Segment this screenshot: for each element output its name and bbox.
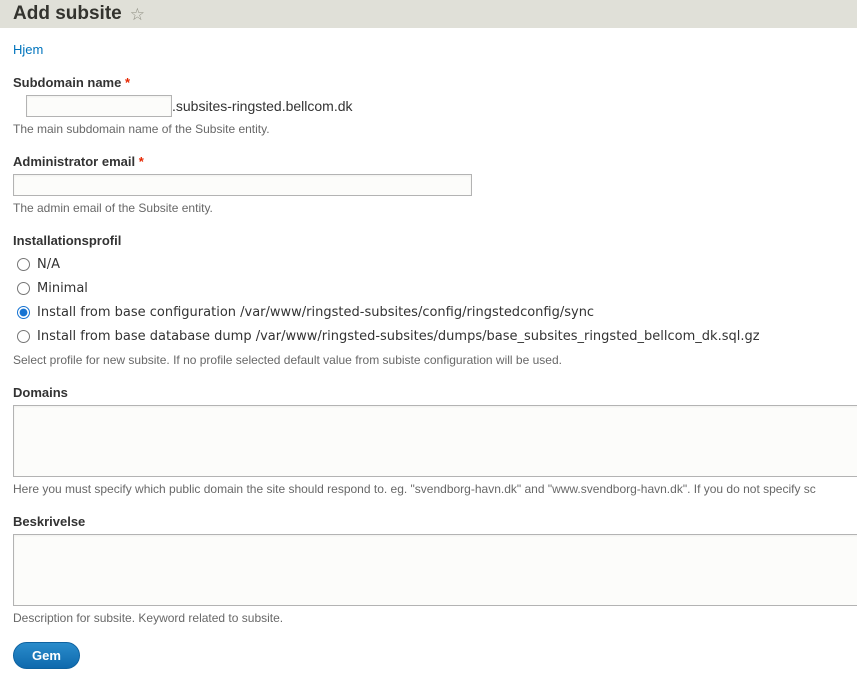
subdomain-label-text: Subdomain name: [13, 75, 122, 90]
save-button[interactable]: Gem: [13, 642, 80, 669]
radio-label-base-database-dump: Install from base database dump /var/www/ringsted-subsites/dumps/base_subsites_ringsted_bellcom_dk.sql.gz: [37, 328, 760, 344]
favorite-star-icon[interactable]: ☆: [129, 4, 145, 24]
beskrivelse-field: [13, 514, 857, 625]
radio-input-base-configuration[interactable]: [17, 306, 30, 319]
install-profile-field: [13, 233, 857, 367]
breadcrumb-home-link[interactable]: Hjem: [13, 42, 44, 57]
domains-field: [13, 385, 857, 496]
page-header: [0, 0, 857, 28]
subdomain-input[interactable]: [26, 95, 172, 117]
radio-option-base-database-dump[interactable]: [13, 329, 857, 343]
radio-input-na[interactable]: [17, 258, 30, 271]
admin-email-description: The admin email of the Subsite entity.: [13, 201, 213, 215]
subdomain-row: [13, 95, 857, 117]
domains-textarea[interactable]: [13, 405, 857, 477]
radio-option-minimal[interactable]: [13, 281, 857, 295]
page-title: Add subsite: [13, 3, 122, 24]
admin-email-label: [13, 154, 857, 169]
radio-label-minimal: Minimal: [37, 280, 88, 296]
radio-label-base-configuration: Install from base configuration /var/www/ringsted-subsites/config/ringstedconfig/sync: [37, 304, 595, 320]
admin-email-label-text: Administrator email: [13, 154, 136, 169]
domains-description: Here you must specify which public domain the site should respond to. eg. "svendborg-havn.dk" and "www.svendborg-havn.dk". If you do not specify sc: [13, 482, 816, 496]
beskrivelse-description: Description for subsite. Keyword related to subsite.: [13, 611, 284, 625]
subdomain-suffix: .subsites-ringsted.bellcom.dk: [172, 98, 353, 114]
breadcrumb: [13, 42, 857, 57]
radio-input-base-database-dump[interactable]: [17, 330, 30, 343]
install-profile-label: Installationsprofil: [13, 233, 122, 248]
install-profile-description: Select profile for new subsite. If no profile selected default value from subiste configuration will be used.: [13, 353, 562, 367]
install-profile-options: [13, 257, 857, 343]
beskrivelse-textarea[interactable]: [13, 534, 857, 606]
radio-option-na[interactable]: [13, 257, 857, 271]
domains-label: Domains: [13, 385, 68, 400]
admin-email-field: [13, 154, 857, 215]
required-marker: *: [138, 154, 144, 169]
subdomain-description: The main subdomain name of the Subsite entity.: [13, 122, 270, 136]
subdomain-field: [13, 75, 857, 136]
beskrivelse-label: Beskrivelse: [13, 514, 86, 529]
radio-option-base-configuration[interactable]: [13, 305, 857, 319]
radio-input-minimal[interactable]: [17, 282, 30, 295]
admin-email-input[interactable]: [13, 174, 472, 196]
radio-label-na: N/A: [37, 256, 60, 272]
subdomain-label: [13, 75, 857, 90]
required-marker: *: [124, 75, 131, 90]
main-content: [0, 42, 857, 669]
